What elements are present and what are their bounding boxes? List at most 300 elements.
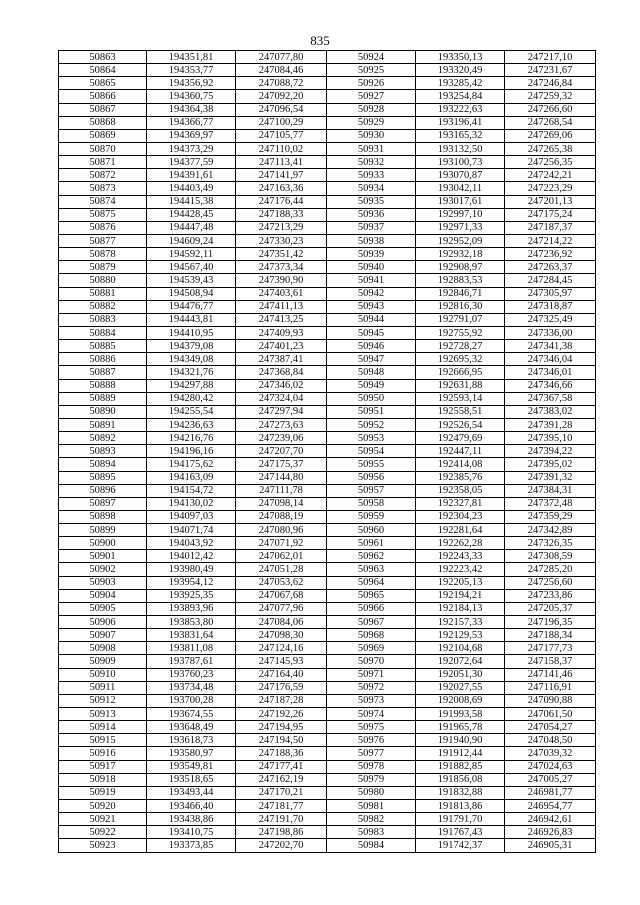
y-coordinate-cell: 247239,06 bbox=[236, 432, 327, 445]
y-coordinate-cell: 247124,16 bbox=[236, 642, 327, 655]
y-coordinate-cell: 247268,54 bbox=[505, 116, 596, 129]
point-number-cell: 50957 bbox=[327, 484, 416, 497]
x-coordinate-cell: 194373,29 bbox=[147, 142, 236, 155]
y-coordinate-cell: 247346,02 bbox=[236, 379, 327, 392]
point-number-cell: 50967 bbox=[327, 616, 416, 629]
table-row bbox=[59, 326, 596, 339]
point-number-cell: 50868 bbox=[59, 116, 147, 129]
x-coordinate-cell: 194043,92 bbox=[147, 537, 236, 550]
y-coordinate-cell: 247384,31 bbox=[505, 484, 596, 497]
table-row bbox=[59, 64, 596, 77]
coordinate-table bbox=[58, 50, 596, 853]
point-number-cell: 50876 bbox=[59, 221, 147, 234]
y-coordinate-cell: 247263,37 bbox=[505, 261, 596, 274]
y-coordinate-cell: 246905,31 bbox=[505, 839, 596, 852]
x-coordinate-cell: 192558,51 bbox=[416, 405, 505, 418]
point-number-cell: 50979 bbox=[327, 773, 416, 786]
table-row bbox=[59, 103, 596, 116]
x-coordinate-cell: 192157,33 bbox=[416, 616, 505, 629]
point-number-cell: 50869 bbox=[59, 129, 147, 142]
x-coordinate-cell: 194609,24 bbox=[147, 234, 236, 247]
y-coordinate-cell: 247391,32 bbox=[505, 471, 596, 484]
x-coordinate-cell: 193518,65 bbox=[147, 773, 236, 786]
y-coordinate-cell: 247162,19 bbox=[236, 773, 327, 786]
y-coordinate-cell: 247411,13 bbox=[236, 300, 327, 313]
point-number-cell: 50915 bbox=[59, 734, 147, 747]
point-number-cell: 50909 bbox=[59, 655, 147, 668]
table-row bbox=[59, 813, 596, 826]
point-number-cell: 50892 bbox=[59, 432, 147, 445]
table-row bbox=[59, 340, 596, 353]
x-coordinate-cell: 192223,42 bbox=[416, 563, 505, 576]
point-number-cell: 50981 bbox=[327, 800, 416, 813]
page-number: 835 bbox=[310, 33, 330, 48]
point-number-cell: 50969 bbox=[327, 642, 416, 655]
point-number-cell: 50904 bbox=[59, 589, 147, 602]
table-row bbox=[59, 300, 596, 313]
table-row bbox=[59, 366, 596, 379]
x-coordinate-cell: 193410,75 bbox=[147, 826, 236, 839]
x-coordinate-cell: 193165,32 bbox=[416, 129, 505, 142]
table-row bbox=[59, 576, 596, 589]
y-coordinate-cell: 247391,28 bbox=[505, 418, 596, 431]
y-coordinate-cell: 247187,28 bbox=[236, 694, 327, 707]
y-coordinate-cell: 247176,44 bbox=[236, 195, 327, 208]
y-coordinate-cell: 247145,93 bbox=[236, 655, 327, 668]
table-row bbox=[59, 208, 596, 221]
point-number-cell: 50942 bbox=[327, 287, 416, 300]
point-number-cell: 50877 bbox=[59, 234, 147, 247]
point-number-cell: 50973 bbox=[327, 694, 416, 707]
y-coordinate-cell: 247259,32 bbox=[505, 90, 596, 103]
point-number-cell: 50864 bbox=[59, 64, 147, 77]
point-number-cell: 50871 bbox=[59, 156, 147, 169]
point-number-cell: 50958 bbox=[327, 497, 416, 510]
x-coordinate-cell: 192755,92 bbox=[416, 326, 505, 339]
x-coordinate-cell: 192631,88 bbox=[416, 379, 505, 392]
x-coordinate-cell: 193285,42 bbox=[416, 77, 505, 90]
point-number-cell: 50908 bbox=[59, 642, 147, 655]
point-number-cell: 50889 bbox=[59, 392, 147, 405]
x-coordinate-cell: 192952,09 bbox=[416, 234, 505, 247]
table-row bbox=[59, 721, 596, 734]
x-coordinate-cell: 191993,58 bbox=[416, 708, 505, 721]
point-number-cell: 50911 bbox=[59, 681, 147, 694]
x-coordinate-cell: 191791,70 bbox=[416, 813, 505, 826]
table-row bbox=[59, 786, 596, 799]
x-coordinate-cell: 194364,38 bbox=[147, 103, 236, 116]
y-coordinate-cell: 247090,88 bbox=[505, 694, 596, 707]
y-coordinate-cell: 247077,80 bbox=[236, 51, 327, 64]
y-coordinate-cell: 247188,34 bbox=[505, 629, 596, 642]
y-coordinate-cell: 247024,63 bbox=[505, 760, 596, 773]
point-number-cell: 50905 bbox=[59, 602, 147, 615]
point-number-cell: 50954 bbox=[327, 445, 416, 458]
y-coordinate-cell: 247213,29 bbox=[236, 221, 327, 234]
x-coordinate-cell: 194391,61 bbox=[147, 169, 236, 182]
point-number-cell: 50939 bbox=[327, 248, 416, 261]
x-coordinate-cell: 193893,96 bbox=[147, 602, 236, 615]
x-coordinate-cell: 193254,84 bbox=[416, 90, 505, 103]
table-row bbox=[59, 681, 596, 694]
table-row bbox=[59, 800, 596, 813]
table-row bbox=[59, 563, 596, 576]
x-coordinate-cell: 191882,85 bbox=[416, 760, 505, 773]
point-number-cell: 50977 bbox=[327, 747, 416, 760]
coordinate-table-body bbox=[59, 51, 596, 853]
y-coordinate-cell: 247177,73 bbox=[505, 642, 596, 655]
point-number-cell: 50933 bbox=[327, 169, 416, 182]
point-number-cell: 50901 bbox=[59, 550, 147, 563]
x-coordinate-cell: 193925,35 bbox=[147, 589, 236, 602]
point-number-cell: 50940 bbox=[327, 261, 416, 274]
point-number-cell: 50886 bbox=[59, 353, 147, 366]
point-number-cell: 50867 bbox=[59, 103, 147, 116]
x-coordinate-cell: 192027,55 bbox=[416, 681, 505, 694]
x-coordinate-cell: 194297,88 bbox=[147, 379, 236, 392]
x-coordinate-cell: 193618,73 bbox=[147, 734, 236, 747]
point-number-cell: 50893 bbox=[59, 445, 147, 458]
x-coordinate-cell: 191742,37 bbox=[416, 839, 505, 852]
point-number-cell: 50863 bbox=[59, 51, 147, 64]
table-row bbox=[59, 313, 596, 326]
x-coordinate-cell: 192997,10 bbox=[416, 208, 505, 221]
x-coordinate-cell: 194353,77 bbox=[147, 64, 236, 77]
table-row bbox=[59, 589, 596, 602]
table-row bbox=[59, 182, 596, 195]
y-coordinate-cell: 247062,01 bbox=[236, 550, 327, 563]
y-coordinate-cell: 247048,50 bbox=[505, 734, 596, 747]
y-coordinate-cell: 247346,04 bbox=[505, 353, 596, 366]
y-coordinate-cell: 247326,35 bbox=[505, 537, 596, 550]
y-coordinate-cell: 247256,60 bbox=[505, 576, 596, 589]
point-number-cell: 50978 bbox=[327, 760, 416, 773]
x-coordinate-cell: 192447,11 bbox=[416, 445, 505, 458]
table-row bbox=[59, 116, 596, 129]
x-coordinate-cell: 192243,33 bbox=[416, 550, 505, 563]
y-coordinate-cell: 247207,70 bbox=[236, 445, 327, 458]
x-coordinate-cell: 194403,49 bbox=[147, 182, 236, 195]
y-coordinate-cell: 247403,61 bbox=[236, 287, 327, 300]
x-coordinate-cell: 192666,95 bbox=[416, 366, 505, 379]
y-coordinate-cell: 247395,02 bbox=[505, 458, 596, 471]
y-coordinate-cell: 246942,61 bbox=[505, 813, 596, 826]
table-row bbox=[59, 668, 596, 681]
y-coordinate-cell: 247413,25 bbox=[236, 313, 327, 326]
table-row bbox=[59, 51, 596, 64]
point-number-cell: 50916 bbox=[59, 747, 147, 760]
point-number-cell: 50938 bbox=[327, 234, 416, 247]
x-coordinate-cell: 194377,59 bbox=[147, 156, 236, 169]
point-number-cell: 50961 bbox=[327, 537, 416, 550]
y-coordinate-cell: 247175,24 bbox=[505, 208, 596, 221]
point-number-cell: 50980 bbox=[327, 786, 416, 799]
y-coordinate-cell: 247368,84 bbox=[236, 366, 327, 379]
y-coordinate-cell: 247098,14 bbox=[236, 497, 327, 510]
y-coordinate-cell: 247285,20 bbox=[505, 563, 596, 576]
point-number-cell: 50968 bbox=[327, 629, 416, 642]
table-row bbox=[59, 418, 596, 431]
table-row bbox=[59, 602, 596, 615]
point-number-cell: 50895 bbox=[59, 471, 147, 484]
point-number-cell: 50983 bbox=[327, 826, 416, 839]
point-number-cell: 50936 bbox=[327, 208, 416, 221]
point-number-cell: 50878 bbox=[59, 248, 147, 261]
y-coordinate-cell: 247330,23 bbox=[236, 234, 327, 247]
y-coordinate-cell: 247395,10 bbox=[505, 432, 596, 445]
y-coordinate-cell: 247077,96 bbox=[236, 602, 327, 615]
x-coordinate-cell: 193493,44 bbox=[147, 786, 236, 799]
x-coordinate-cell: 194349,08 bbox=[147, 353, 236, 366]
y-coordinate-cell: 247163,36 bbox=[236, 182, 327, 195]
y-coordinate-cell: 247341,38 bbox=[505, 340, 596, 353]
y-coordinate-cell: 247084,46 bbox=[236, 64, 327, 77]
point-number-cell: 50924 bbox=[327, 51, 416, 64]
y-coordinate-cell: 247053,62 bbox=[236, 576, 327, 589]
y-coordinate-cell: 247373,34 bbox=[236, 261, 327, 274]
point-number-cell: 50880 bbox=[59, 274, 147, 287]
y-coordinate-cell: 247170,21 bbox=[236, 786, 327, 799]
y-coordinate-cell: 247113,41 bbox=[236, 156, 327, 169]
y-coordinate-cell: 246954,77 bbox=[505, 800, 596, 813]
y-coordinate-cell: 247192,26 bbox=[236, 708, 327, 721]
x-coordinate-cell: 191832,88 bbox=[416, 786, 505, 799]
x-coordinate-cell: 191965,78 bbox=[416, 721, 505, 734]
point-number-cell: 50937 bbox=[327, 221, 416, 234]
x-coordinate-cell: 194443,81 bbox=[147, 313, 236, 326]
y-coordinate-cell: 247188,36 bbox=[236, 747, 327, 760]
table-row bbox=[59, 445, 596, 458]
x-coordinate-cell: 194415,38 bbox=[147, 195, 236, 208]
y-coordinate-cell: 247084,06 bbox=[236, 616, 327, 629]
point-number-cell: 50921 bbox=[59, 813, 147, 826]
y-coordinate-cell: 247236,92 bbox=[505, 248, 596, 261]
point-number-cell: 50919 bbox=[59, 786, 147, 799]
table-row bbox=[59, 379, 596, 392]
point-number-cell: 50965 bbox=[327, 589, 416, 602]
y-coordinate-cell: 247105,77 bbox=[236, 129, 327, 142]
point-number-cell: 50913 bbox=[59, 708, 147, 721]
y-coordinate-cell: 247188,33 bbox=[236, 208, 327, 221]
y-coordinate-cell: 247110,02 bbox=[236, 142, 327, 155]
x-coordinate-cell: 194567,40 bbox=[147, 261, 236, 274]
y-coordinate-cell: 247067,68 bbox=[236, 589, 327, 602]
table-row bbox=[59, 694, 596, 707]
x-coordinate-cell: 194154,72 bbox=[147, 484, 236, 497]
point-number-cell: 50943 bbox=[327, 300, 416, 313]
point-number-cell: 50872 bbox=[59, 169, 147, 182]
point-number-cell: 50898 bbox=[59, 510, 147, 523]
y-coordinate-cell: 247324,04 bbox=[236, 392, 327, 405]
y-coordinate-cell: 247305,97 bbox=[505, 287, 596, 300]
y-coordinate-cell: 247223,29 bbox=[505, 182, 596, 195]
point-number-cell: 50926 bbox=[327, 77, 416, 90]
x-coordinate-cell: 194071,74 bbox=[147, 524, 236, 537]
y-coordinate-cell: 247201,13 bbox=[505, 195, 596, 208]
x-coordinate-cell: 194351,81 bbox=[147, 51, 236, 64]
point-number-cell: 50974 bbox=[327, 708, 416, 721]
point-number-cell: 50907 bbox=[59, 629, 147, 642]
table-row bbox=[59, 826, 596, 839]
y-coordinate-cell: 247051,28 bbox=[236, 563, 327, 576]
table-row bbox=[59, 642, 596, 655]
x-coordinate-cell: 192791,07 bbox=[416, 313, 505, 326]
table-row bbox=[59, 274, 596, 287]
x-coordinate-cell: 193466,40 bbox=[147, 800, 236, 813]
x-coordinate-cell: 192194,21 bbox=[416, 589, 505, 602]
table-row bbox=[59, 90, 596, 103]
point-number-cell: 50896 bbox=[59, 484, 147, 497]
y-coordinate-cell: 246981,77 bbox=[505, 786, 596, 799]
x-coordinate-cell: 192908,97 bbox=[416, 261, 505, 274]
y-coordinate-cell: 247177,41 bbox=[236, 760, 327, 773]
x-coordinate-cell: 193222,63 bbox=[416, 103, 505, 116]
table-row bbox=[59, 129, 596, 142]
point-number-cell: 50918 bbox=[59, 773, 147, 786]
point-number-cell: 50897 bbox=[59, 497, 147, 510]
table-row bbox=[59, 353, 596, 366]
point-number-cell: 50966 bbox=[327, 602, 416, 615]
point-number-cell: 50953 bbox=[327, 432, 416, 445]
x-coordinate-cell: 193320,49 bbox=[416, 64, 505, 77]
point-number-cell: 50884 bbox=[59, 326, 147, 339]
y-coordinate-cell: 247141,46 bbox=[505, 668, 596, 681]
point-number-cell: 50899 bbox=[59, 524, 147, 537]
table-row bbox=[59, 839, 596, 852]
y-coordinate-cell: 247164,40 bbox=[236, 668, 327, 681]
x-coordinate-cell: 191767,43 bbox=[416, 826, 505, 839]
y-coordinate-cell: 247054,27 bbox=[505, 721, 596, 734]
x-coordinate-cell: 194236,63 bbox=[147, 418, 236, 431]
y-coordinate-cell: 247346,66 bbox=[505, 379, 596, 392]
point-number-cell: 50883 bbox=[59, 313, 147, 326]
x-coordinate-cell: 193070,87 bbox=[416, 169, 505, 182]
x-coordinate-cell: 192728,27 bbox=[416, 340, 505, 353]
y-coordinate-cell: 247372,48 bbox=[505, 497, 596, 510]
table-row bbox=[59, 524, 596, 537]
point-number-cell: 50962 bbox=[327, 550, 416, 563]
point-number-cell: 50929 bbox=[327, 116, 416, 129]
y-coordinate-cell: 247092,20 bbox=[236, 90, 327, 103]
y-coordinate-cell: 247242,21 bbox=[505, 169, 596, 182]
x-coordinate-cell: 192281,64 bbox=[416, 524, 505, 537]
point-number-cell: 50932 bbox=[327, 156, 416, 169]
x-coordinate-cell: 192816,30 bbox=[416, 300, 505, 313]
table-row bbox=[59, 248, 596, 261]
y-coordinate-cell: 247318,87 bbox=[505, 300, 596, 313]
point-number-cell: 50881 bbox=[59, 287, 147, 300]
y-coordinate-cell: 247096,54 bbox=[236, 103, 327, 116]
point-number-cell: 50950 bbox=[327, 392, 416, 405]
y-coordinate-cell: 246926,83 bbox=[505, 826, 596, 839]
x-coordinate-cell: 194428,45 bbox=[147, 208, 236, 221]
y-coordinate-cell: 247273,63 bbox=[236, 418, 327, 431]
y-coordinate-cell: 247336,00 bbox=[505, 326, 596, 339]
y-coordinate-cell: 247265,38 bbox=[505, 142, 596, 155]
x-coordinate-cell: 193787,61 bbox=[147, 655, 236, 668]
y-coordinate-cell: 247088,19 bbox=[236, 510, 327, 523]
table-row bbox=[59, 221, 596, 234]
x-coordinate-cell: 194539,43 bbox=[147, 274, 236, 287]
point-number-cell: 50975 bbox=[327, 721, 416, 734]
x-coordinate-cell: 192883,53 bbox=[416, 274, 505, 287]
x-coordinate-cell: 192593,14 bbox=[416, 392, 505, 405]
x-coordinate-cell: 192184,13 bbox=[416, 602, 505, 615]
table-row bbox=[59, 550, 596, 563]
x-coordinate-cell: 193760,23 bbox=[147, 668, 236, 681]
x-coordinate-cell: 194447,48 bbox=[147, 221, 236, 234]
y-coordinate-cell: 247194,50 bbox=[236, 734, 327, 747]
point-number-cell: 50866 bbox=[59, 90, 147, 103]
x-coordinate-cell: 193980,49 bbox=[147, 563, 236, 576]
y-coordinate-cell: 247325,49 bbox=[505, 313, 596, 326]
x-coordinate-cell: 194130,02 bbox=[147, 497, 236, 510]
x-coordinate-cell: 194255,54 bbox=[147, 405, 236, 418]
x-coordinate-cell: 192304,23 bbox=[416, 510, 505, 523]
x-coordinate-cell: 192971,33 bbox=[416, 221, 505, 234]
table-row bbox=[59, 708, 596, 721]
point-number-cell: 50865 bbox=[59, 77, 147, 90]
x-coordinate-cell: 194163,09 bbox=[147, 471, 236, 484]
point-number-cell: 50906 bbox=[59, 616, 147, 629]
x-coordinate-cell: 192358,05 bbox=[416, 484, 505, 497]
x-coordinate-cell: 192846,71 bbox=[416, 287, 505, 300]
x-coordinate-cell: 192932,18 bbox=[416, 248, 505, 261]
point-number-cell: 50900 bbox=[59, 537, 147, 550]
y-coordinate-cell: 247246,84 bbox=[505, 77, 596, 90]
point-number-cell: 50971 bbox=[327, 668, 416, 681]
table-row bbox=[59, 156, 596, 169]
table-row bbox=[59, 510, 596, 523]
x-coordinate-cell: 193811,08 bbox=[147, 642, 236, 655]
x-coordinate-cell: 192051,30 bbox=[416, 668, 505, 681]
y-coordinate-cell: 247194,95 bbox=[236, 721, 327, 734]
y-coordinate-cell: 247100,29 bbox=[236, 116, 327, 129]
table-row bbox=[59, 392, 596, 405]
point-number-cell: 50976 bbox=[327, 734, 416, 747]
y-coordinate-cell: 247202,70 bbox=[236, 839, 327, 852]
table-row bbox=[59, 655, 596, 668]
x-coordinate-cell: 194476,77 bbox=[147, 300, 236, 313]
table-row bbox=[59, 471, 596, 484]
x-coordinate-cell: 192695,32 bbox=[416, 353, 505, 366]
table-row bbox=[59, 261, 596, 274]
x-coordinate-cell: 194216,76 bbox=[147, 432, 236, 445]
point-number-cell: 50951 bbox=[327, 405, 416, 418]
y-coordinate-cell: 247342,89 bbox=[505, 524, 596, 537]
y-coordinate-cell: 247383,02 bbox=[505, 405, 596, 418]
point-number-cell: 50946 bbox=[327, 340, 416, 353]
table-row bbox=[59, 405, 596, 418]
y-coordinate-cell: 247116,91 bbox=[505, 681, 596, 694]
y-coordinate-cell: 247088,72 bbox=[236, 77, 327, 90]
y-coordinate-cell: 247141,97 bbox=[236, 169, 327, 182]
point-number-cell: 50917 bbox=[59, 760, 147, 773]
point-number-cell: 50984 bbox=[327, 839, 416, 852]
point-number-cell: 50935 bbox=[327, 195, 416, 208]
x-coordinate-cell: 194366,77 bbox=[147, 116, 236, 129]
x-coordinate-cell: 191912,44 bbox=[416, 747, 505, 760]
y-coordinate-cell: 247217,10 bbox=[505, 51, 596, 64]
y-coordinate-cell: 247181,77 bbox=[236, 800, 327, 813]
x-coordinate-cell: 192104,68 bbox=[416, 642, 505, 655]
x-coordinate-cell: 194410,95 bbox=[147, 326, 236, 339]
point-number-cell: 50914 bbox=[59, 721, 147, 734]
y-coordinate-cell: 247039,32 bbox=[505, 747, 596, 760]
point-number-cell: 50956 bbox=[327, 471, 416, 484]
y-coordinate-cell: 247175,37 bbox=[236, 458, 327, 471]
point-number-cell: 50944 bbox=[327, 313, 416, 326]
